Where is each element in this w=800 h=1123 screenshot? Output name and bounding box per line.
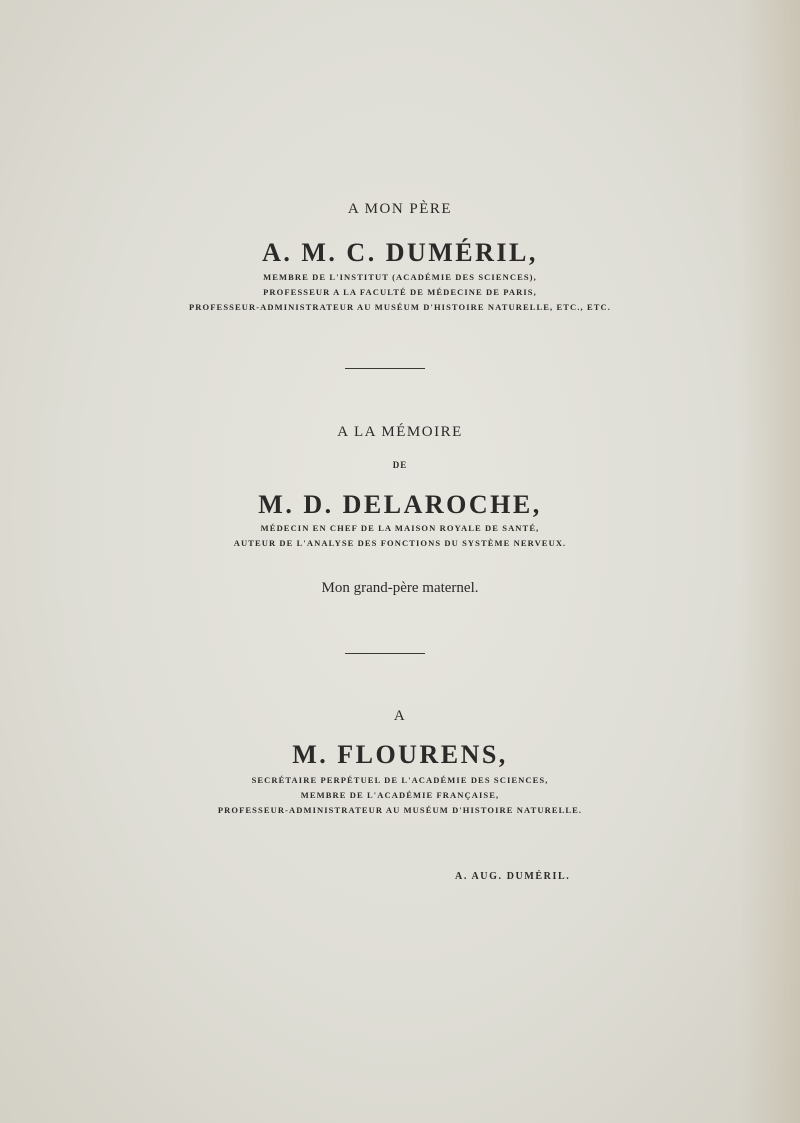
- dedication-heading-pere: A MON PÈRE: [347, 201, 453, 217]
- dedication-heading-a: A: [393, 708, 407, 724]
- author-signature: A. AUG. DUMÉRIL.: [455, 871, 571, 882]
- dedicatee-title-line: PROFESSEUR A LA FACULTÉ DE MÉDECINE DE PARIS,: [263, 287, 537, 297]
- dedicatee-title-line: MEMBRE DE L'INSTITUT (ACADÉMIE DES SCIENCES),: [263, 272, 537, 282]
- dedicatee-name-delaroche: M. D. DELAROCHE,: [258, 490, 542, 519]
- dedicatee-name-dumeril: A. M. C. DUMÉRIL,: [262, 238, 538, 267]
- dedication-heading-memoire: A LA MÉMOIRE: [337, 424, 463, 440]
- dedicatee-title-line: PROFESSEUR-ADMINISTRATEUR AU MUSÉUM D'HISTOIRE NATURELLE.: [217, 805, 583, 815]
- dedicatee-title-line: AUTEUR DE L'ANALYSE DES FONCTIONS DU SYSTÈME NERVEUX.: [233, 538, 567, 548]
- dedicatee-title-line: MÉDECIN EN CHEF DE LA MAISON ROYALE DE SANTÉ,: [260, 523, 540, 533]
- dedicatee-title-line: MEMBRE DE L'ACADÉMIE FRANÇAISE,: [300, 790, 500, 800]
- dedicatee-name-flourens: M. FLOURENS,: [292, 740, 508, 769]
- separator-rule: [345, 653, 425, 654]
- page-edge-shading: [740, 0, 800, 1123]
- dedication-de: DE: [392, 460, 408, 470]
- dedicatee-title-line: SECRÉTAIRE PERPÉTUEL DE L'ACADÉMIE DES SCIENCES,: [251, 775, 549, 785]
- separator-rule: [345, 368, 425, 369]
- dedicatee-relation: Mon grand-père maternel.: [321, 580, 479, 596]
- dedicatee-title-line: PROFESSEUR-ADMINISTRATEUR AU MUSÉUM D'HISTOIRE NATURELLE, ETC., ETC.: [189, 302, 611, 312]
